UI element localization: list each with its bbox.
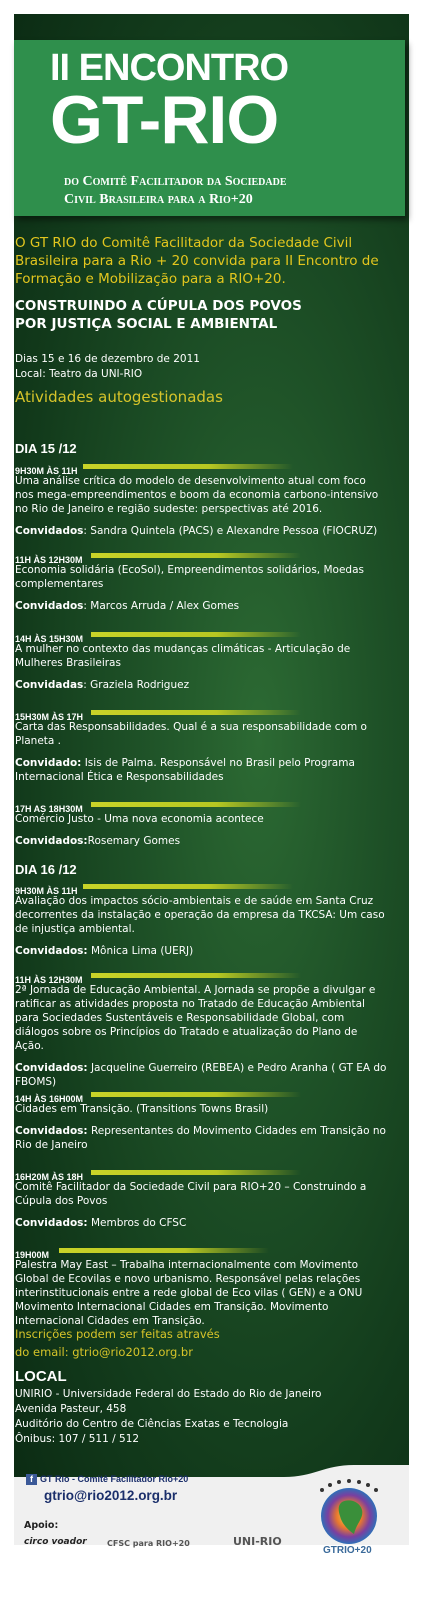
slot-guests [15,678,387,692]
schedule-slot [15,879,387,958]
schedule-slot [15,459,387,538]
slot-description: Economia solidária (EcoSol), Empreendimentos solidários, Moedas complementares [15,564,364,590]
intro-text: O GT RIO do Comitê Facilitador da Sociedade Civil Brasileira para a Rio + 20 convida para II Encontro de Formação e Mobilização para a RIO+20. [15,235,379,287]
event-info [15,352,200,382]
sponsor-logo-cfsc: CFSC para RIO+20 [107,1539,190,1548]
slot-time: 19H00M [15,1250,50,1260]
time-bar [83,884,293,889]
guest-names: Jacqueline Guerreiro (REBEA) e Pedro Aranha ( GT EA do FBOMS) [15,1062,387,1088]
guest-names: Representantes do Movimento Cidades em Transição no Rio de Janeiro [15,1125,386,1151]
time-bar [91,1170,301,1175]
local-title: LOCAL [15,1368,67,1385]
header-subtitle-line2: Civil Brasileira para a Rio+20 [64,192,253,207]
slot-description: Avaliação dos impactos sócio-ambientais e de saúde em Santa Cruz decorrentes da instalação e operação da empresa da TKCSA: Um caso de injustiça ambiental. [15,895,385,935]
header-banner [14,40,405,216]
section-title [15,297,385,333]
slot-description: Uma análise crítica do modelo de desenvolvimento atual com foco nos mega-empreendimentos e boom da economia carbono-intensivo no Rio de Janeiro e região sudeste: perspectivas até 2016. [15,475,379,515]
slot-description: Comitê Facilitador da Sociedade Civil para RIO+20 – Construindo a Cúpula dos Povos [15,1181,367,1207]
guest-names: : Sandra Quintela (PACS) e Alexandre Pessoa (FIOCRUZ) [83,525,378,537]
slot-time: 9H30M ÀS 11H [15,886,78,896]
registration-line2: do email: gtrio@rio2012.org.br [15,1345,193,1359]
slot-time: 11H ÀS 12H30M [15,555,83,565]
slot-guests [15,1061,387,1089]
slot-guests [15,944,387,958]
slot-description: Comércio Justo - Uma nova economia acontece [15,813,264,825]
slot-description: 2ª Jornada de Educação Ambiental. A Jornada se propõe a divulgar e ratificar as atividades proposta no Tratado de Educação Ambiental para Sociedades Sustentáveis e Responsabilidade Global, com diálogos sobre os Princípios do Tratado e atualização do Plano de Ação. [15,984,376,1052]
schedule-slot [15,705,387,784]
slot-guests [15,756,387,784]
time-bar [91,1092,301,1097]
event-dates: Dias 15 e 16 de dezembro de 2011 [15,353,200,365]
guest-label: Convidados: [15,1125,88,1137]
slot-guests [15,524,387,538]
time-bar [91,802,301,807]
slot-time: 16H20M ÀS 18H [15,1172,84,1182]
header-title-line1: II ENCONTRO [50,47,289,89]
schedule-slot [15,968,387,1089]
sponsor-logo-circo-voador: circo voador [24,1537,87,1547]
facebook-icon: f [26,1474,37,1485]
guest-names: : Marcos Arruda / Alex Gomes [83,600,240,612]
slot-description: A mulher no contexto das mudanças climáticas - Articulação de Mulheres Brasileiras [15,643,351,669]
support-label: Apoio: [24,1520,59,1531]
guest-label: Convidado: [15,757,82,769]
time-bar [83,464,293,469]
guest-label: Convidados: [15,1217,88,1229]
guest-names: Mônica Lima (UERJ) [87,945,194,957]
registration-info [15,1325,220,1361]
guest-label: Convidados: [15,945,88,957]
local-line: Avenida Pasteur, 458 [15,1403,127,1415]
registration-line1: Inscrições podem ser feitas através [15,1327,220,1341]
schedule-slot [15,1243,387,1328]
facebook-row[interactable] [26,1474,188,1485]
day-label-1: DIA 15 /12 [15,441,77,456]
local-line: UNIRIO - Universidade Federal do Estado do Rio de Janeiro [15,1388,322,1400]
guest-label: Convidados [15,600,84,612]
footer-email[interactable]: gtrio@rio2012.org.br [44,1488,178,1503]
guest-label: Convidados [15,525,84,537]
schedule-slot [15,1165,387,1230]
section-title-line2: POR JUSTIÇA SOCIAL E AMBIENTAL [15,316,278,332]
day-label-2: DIA 16 /12 [15,862,77,877]
slot-guests [15,834,387,848]
time-bar [91,710,301,715]
header-subtitle-line1: do Comitê Facilitador da Sociedade [64,174,287,189]
slot-description: Palestra May East – Trabalha internacionalmente com Movimento Global de Ecovilas e novo urbanismo. Responsável pelas relações interinstitucionais entre a rede global de Eco vilas ( GEN) e a ONU Movimento Internacional Cidades em Transição. Movimento Internacional Cidades em Transição. [15,1259,363,1327]
guest-names: Membros do CFSC [87,1217,187,1229]
guest-label: Convidadas [15,679,84,691]
schedule-slot [15,797,387,848]
slot-guests [15,599,387,613]
time-bar [59,1248,269,1253]
schedule-slot [15,548,387,613]
slot-time: 15H30M ÀS 17H [15,712,84,722]
schedule-slot [15,627,387,692]
slot-time: 14H ÀS 16H00M [15,1094,84,1104]
event-location: Local: Teatro da UNI-RIO [15,368,143,380]
gtrio-logo-text: GTRIO+20 [323,1545,372,1556]
time-bar [91,973,301,978]
slot-time: 11H ÀS 12H30M [15,975,83,985]
guest-label: Convidados: [15,835,88,847]
section-title-line1: CONSTRUINDO A CÚPULA DOS POVOS [15,298,302,314]
slot-time: 14H ÀS 15H30M [15,634,84,644]
slot-time: 17H AS 18H30M [15,804,83,814]
guest-names: : Graziela Rodriguez [83,679,190,691]
header-title-line2: GT-RIO [50,82,279,158]
guest-names: Isis de Palma. Responsável no Brasil pelo Programa Internacional Ética e Responsabilidades [15,757,355,783]
time-bar [91,632,301,637]
local-line: Ônibus: 107 / 511 / 512 [15,1433,140,1445]
schedule-slot [15,1087,387,1152]
activities-title: Atividades autogestionadas [15,388,223,406]
slot-description: Cidades em Transição. (Transitions Towns Brasil) [15,1103,269,1115]
local-address [15,1387,321,1447]
sponsor-logo-unirio: UNI-RIO [233,1535,282,1548]
guest-names: Rosemary Gomes [87,835,181,847]
local-line: Auditório do Centro de Ciências Exatas e Tecnologia [15,1418,289,1430]
facebook-text: GT Rio - Comitê Facilitador Rio+20 [40,1474,189,1484]
gtrio-logo-icon [312,1476,386,1550]
guest-label: Convidados: [15,1062,88,1074]
slot-description: Carta das Responsabilidades. Qual é a sua responsabilidade com o Planeta . [15,721,367,747]
time-bar [91,553,301,558]
slot-guests [15,1216,387,1230]
slot-guests [15,1124,387,1152]
slot-time: 9H30M ÀS 11H [15,466,78,476]
